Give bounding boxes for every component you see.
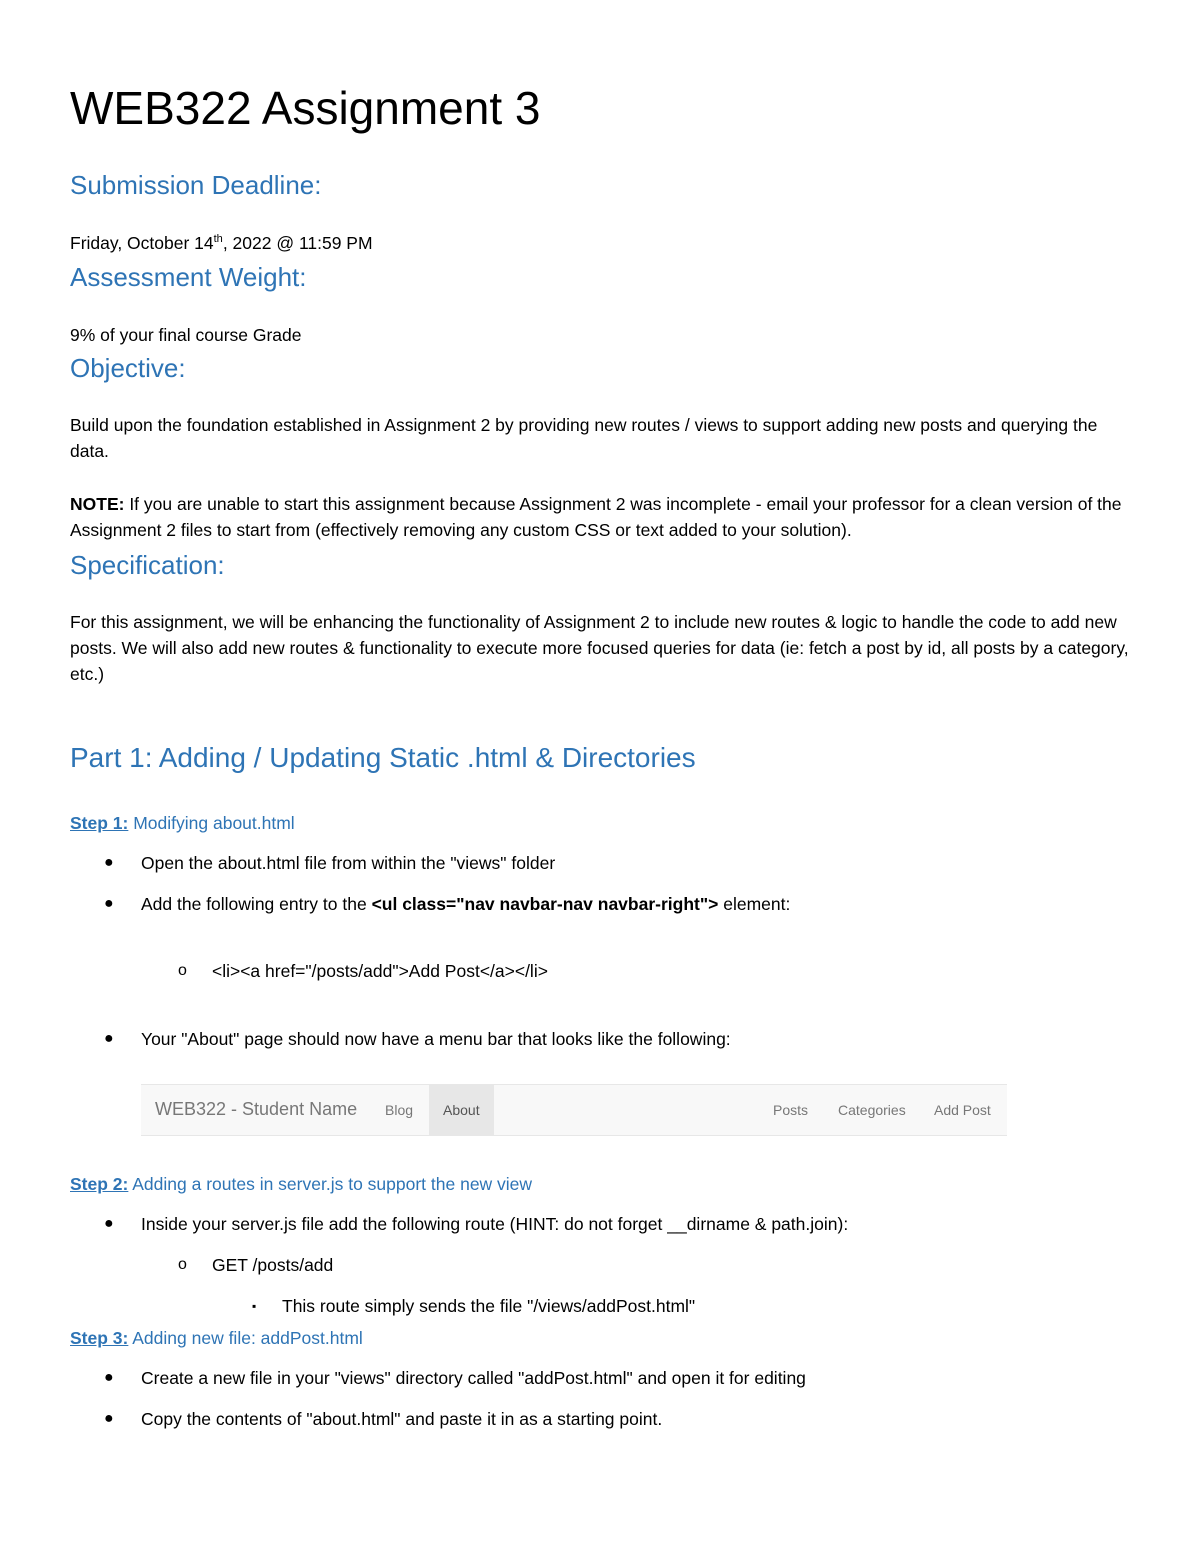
square-bullet-icon: ▪ <box>252 1299 257 1313</box>
step3-bullet-create: ● Create a new file in your "views" directory called "addPost.html" and open it for editing <box>141 1365 806 1391</box>
step1-bullet-menu: ● Your "About" page should now have a menu bar that looks like the following: <box>141 1026 731 1052</box>
part1-heading: Part 1: Adding / Updating Static .html & Directories <box>70 742 696 773</box>
navbar-example <box>141 1084 1007 1136</box>
deadline-heading: Submission Deadline: <box>70 170 322 200</box>
step3-bullet-copy: ● Copy the contents of "about.html" and paste it in as a starting point. <box>141 1406 662 1432</box>
step1-bullet-add-entry: ● Add the following entry to the <ul class="nav navbar-nav navbar-right"> element: <box>141 891 790 917</box>
circle-bullet-icon: o <box>178 962 187 979</box>
step3-heading: Step 3: Adding new file: addPost.html <box>70 1328 363 1348</box>
bullet-dot-icon: ● <box>104 1030 114 1047</box>
specification-text: For this assignment, we will be enhancing the functionality of Assignment 2 to include new routes & logic to handle the code to add new posts. We will also add new routes & functionality to execute more focused queries for data (ie: fetch a post by id, all posts by a category, etc.) <box>70 612 1129 684</box>
step2-subsub-sends: ▪ This route simply sends the file "/views/addPost.html" <box>282 1293 695 1319</box>
step1-bullet-open: ● Open the about.html file from within the "views" folder <box>141 850 555 876</box>
navbar-brand[interactable]: WEB322 - Student Name <box>155 1099 358 1119</box>
step2-bullet-route: ● Inside your server.js file add the following route (HINT: do not forget __dirname & path.join): <box>141 1211 848 1237</box>
bullet-dot-icon: ● <box>104 895 114 912</box>
navbar-item-categories[interactable]: Categories <box>838 1102 906 1118</box>
navbar-item-about[interactable]: About <box>429 1085 494 1135</box>
weight-heading: Assessment Weight: <box>70 262 307 292</box>
navbar-item-posts[interactable]: Posts <box>773 1102 809 1118</box>
specification-heading: Specification: <box>70 550 225 580</box>
bullet-dot-icon: ● <box>104 854 114 871</box>
objective-heading: Objective: <box>70 353 186 383</box>
objective-note: NOTE: If you are unable to start this assignment because Assignment 2 was incomplete - email your professor for a clean version of the Assignment 2 files to start from (effectively removing any custom CSS or text added to your solution). <box>70 494 1122 540</box>
step1-sub-li-entry: o <li><a href="/posts/add">Add Post</a></li> <box>212 958 548 984</box>
navbar-item-blog[interactable]: Blog <box>385 1102 414 1118</box>
navbar-item-add-post[interactable]: Add Post <box>934 1102 991 1118</box>
step2-sub-get: o GET /posts/add <box>212 1252 333 1278</box>
step1-heading: Step 1: Modifying about.html <box>70 813 295 833</box>
bullet-dot-icon: ● <box>104 1410 114 1427</box>
bullet-dot-icon: ● <box>104 1369 114 1386</box>
page-title: WEB322 Assignment 3 <box>70 82 541 134</box>
step2-heading: Step 2: Adding a routes in server.js to support the new view <box>70 1174 533 1194</box>
objective-text: Build upon the foundation established in Assignment 2 by providing new routes / views to support adding new posts and querying the data. <box>70 415 1098 461</box>
bullet-dot-icon: ● <box>104 1215 114 1232</box>
weight-text: 9% of your final course Grade <box>70 325 302 345</box>
circle-bullet-icon: o <box>178 1256 187 1273</box>
deadline-text: Friday, October 14th, 2022 @ 11:59 PM <box>70 233 373 253</box>
